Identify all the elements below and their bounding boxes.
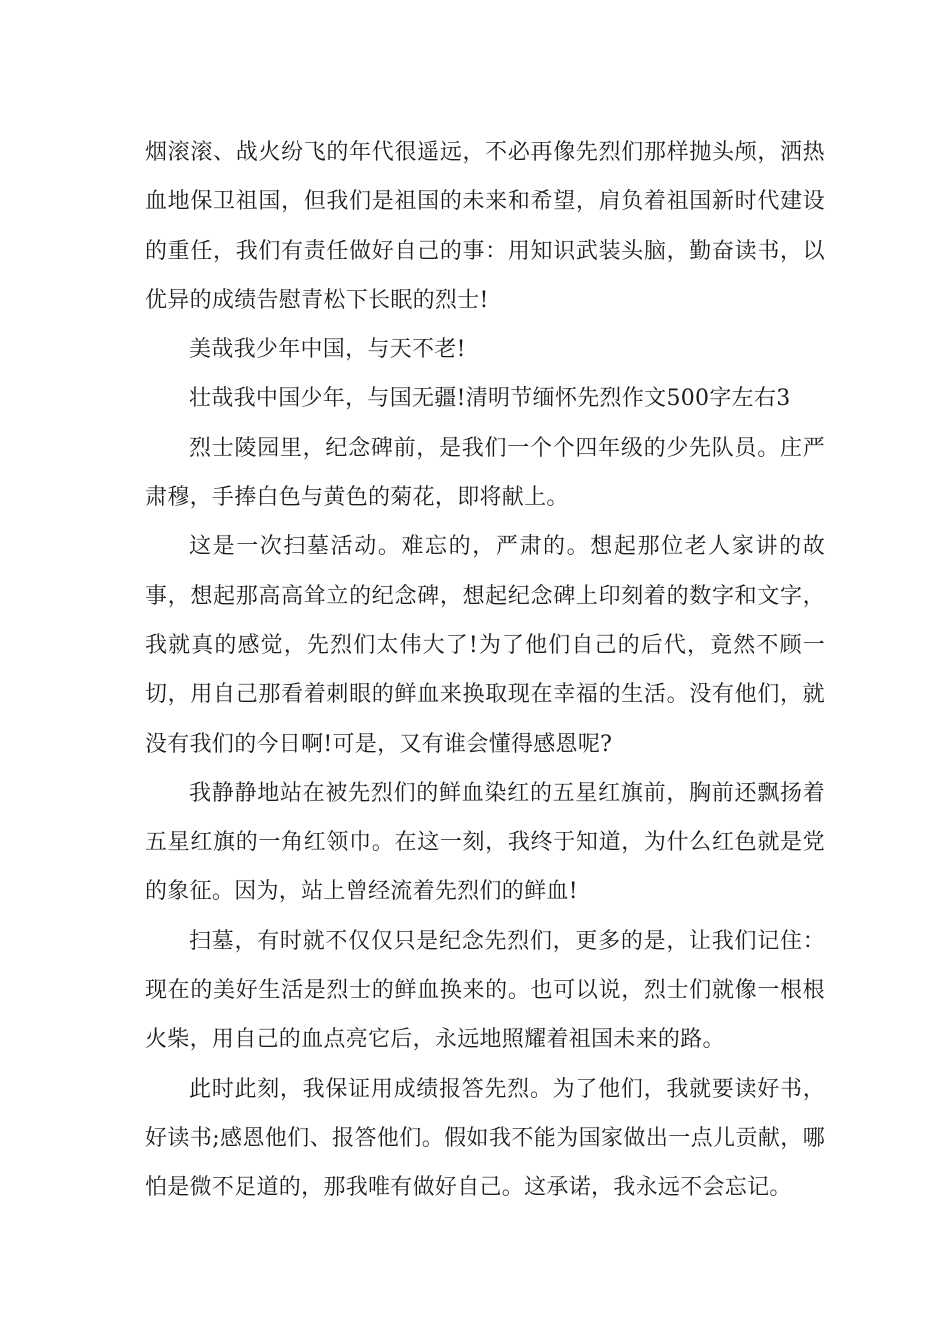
paragraph-7: 扫墓，有时就不仅仅只是纪念先烈们，更多的是，让我们记住：现在的美好生活是烈士的鲜血换来的。也可以说，烈士们就像一根根火柴，用自己的血点亮它后，永远地照耀着祖国未来的路。 [145, 928, 825, 1053]
paragraph-5: 这是一次扫墓活动。难忘的，严肃的。想起那位老人家讲的故事，想起那高高耸立的纪念碑，想起纪念碑上印刻着的数字和文字，我就真的感觉，先烈们太伟大了!为了他们自己的后代，竟然不顾一切，用自己那看着刺眼的鲜血来换取现在幸福的生活。没有他们，就没有我们的今日啊!可是，又有谁会懂得感恩呢? [145, 534, 825, 757]
paragraph-1: 烟滚滚、战火纷飞的年代很遥远，不必再像先烈们那样抛头颅，洒热血地保卫祖国，但我们是祖国的未来和希望，肩负着祖国新时代建设的重任，我们有责任做好自己的事：用知识武装头脑，勤奋读书，以优异的成绩告慰青松下长眠的烈士! [145, 140, 825, 313]
paragraph-3: 壮哉我中国少年，与国无疆!清明节缅怀先烈作文500字左右3 [189, 386, 791, 412]
paragraph-4: 烈士陵园里，纪念碑前，是我们一个个四年级的少先队员。庄严肃穆，手捧白色与黄色的菊花，即将献上。 [145, 435, 825, 511]
paragraph-2: 美哉我少年中国，与天不老! [189, 337, 466, 363]
body-text [145, 128, 825, 1213]
paragraph-8: 此时此刻，我保证用成绩报答先烈。为了他们，我就要读好书，好读书;感恩他们、报答他们。假如我不能为国家做出一点儿贡献，哪怕是微不足道的，那我唯有做好自己。这承诺，我永远不会忘记。 [145, 1076, 825, 1201]
paragraph-6: 我静静地站在被先烈们的鲜血染红的五星红旗前，胸前还飘扬着五星红旗的一角红领巾。在这一刻，我终于知道，为什么红色就是党的象征。因为，站上曾经流着先烈们的鲜血! [145, 780, 825, 905]
